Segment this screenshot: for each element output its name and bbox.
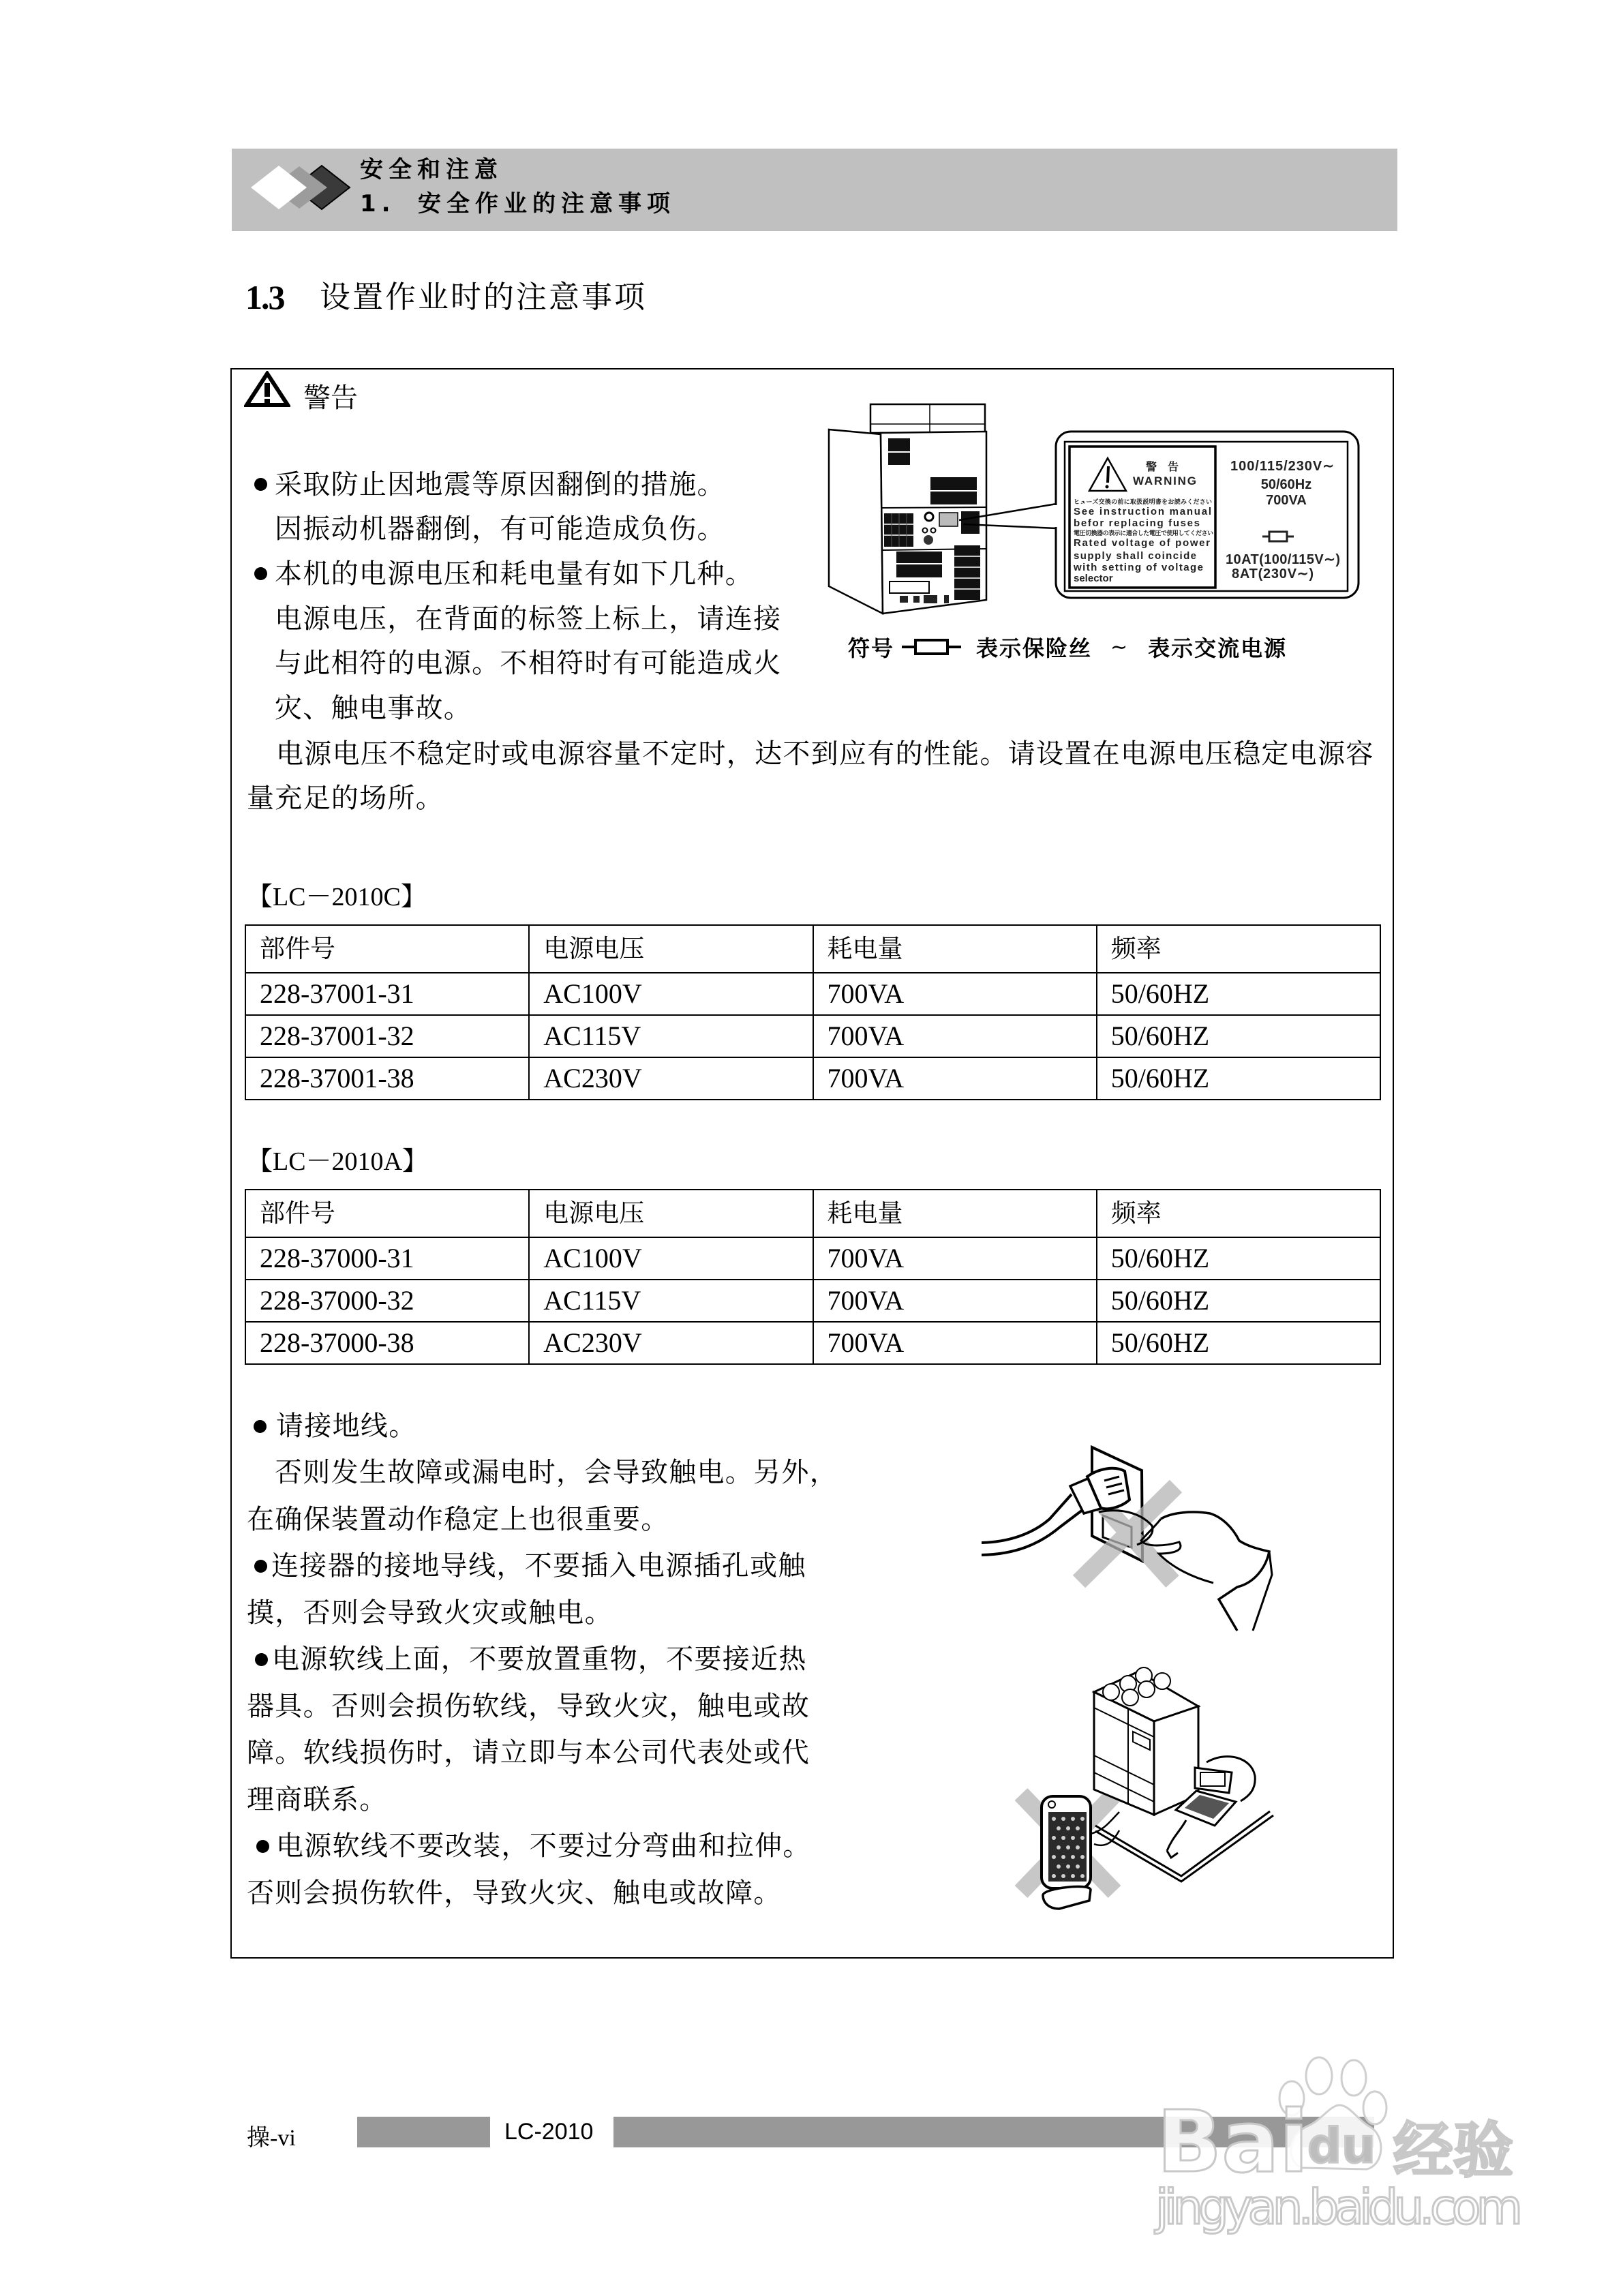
grounding-line: 否则发生故障或漏电时，会导致触电。另外， bbox=[275, 1457, 838, 1488]
cell-power: 700VA bbox=[813, 1237, 1097, 1280]
label-note: with setting of voltage bbox=[1074, 562, 1203, 573]
cell-voltage: AC230V bbox=[529, 1322, 813, 1364]
warning-line: 灾、触电事故。 bbox=[275, 693, 472, 724]
warning-label: 警告 bbox=[303, 382, 358, 414]
label-note: 電圧切換器の表示に適合した電圧で使用してください bbox=[1074, 530, 1213, 537]
watermark-url: jingyan.baidu.com bbox=[1155, 2179, 1523, 2235]
ac-symbol-icon: ∼ bbox=[1110, 635, 1128, 659]
cell-frequency: 50/60HZ bbox=[1097, 1280, 1380, 1322]
col-header-voltage: 电源电压 bbox=[529, 925, 813, 973]
bullet-icon bbox=[256, 1840, 269, 1853]
cell-power: 700VA bbox=[813, 1280, 1097, 1322]
grounding-line: 障。软线损伤时，请立即与本公司代表处或代 bbox=[247, 1737, 810, 1768]
grounding-line: 器具。否则会损伤软线，导致火灾，触电或故 bbox=[247, 1691, 810, 1722]
warning-line: 因振动机器翻倒，有可能造成负伤。 bbox=[275, 513, 725, 545]
cell-part-number: 228-37000-32 bbox=[245, 1280, 529, 1322]
col-header-part-number: 部件号 bbox=[245, 1190, 529, 1237]
col-header-power: 耗电量 bbox=[813, 1190, 1097, 1237]
plug-ground-wire-illustration bbox=[968, 1432, 1309, 1663]
warning-line: 量充足的场所。 bbox=[247, 783, 444, 814]
cell-voltage: AC230V bbox=[529, 1057, 813, 1100]
cell-voltage: AC100V bbox=[529, 1237, 813, 1280]
label-note: supply shall coincide bbox=[1074, 550, 1196, 562]
label-voltage-rating: 100/115/230V∼ bbox=[1230, 459, 1334, 474]
label-note: See instruction manual bbox=[1074, 506, 1211, 517]
cell-power: 700VA bbox=[813, 1322, 1097, 1364]
cell-frequency: 50/60HZ bbox=[1097, 1057, 1380, 1100]
subsection-number: 1.3 bbox=[245, 278, 284, 316]
grounding-line: 电源软线上面，不要放置重物，不要接近热 bbox=[272, 1644, 807, 1675]
table-row bbox=[245, 1280, 1380, 1322]
grounding-line: 在确保装置动作稳定上也很重要。 bbox=[247, 1504, 669, 1535]
section-title: 安全作业的注意事项 bbox=[418, 190, 676, 217]
grounding-line: 摸，否则会导致火灾或触电。 bbox=[247, 1597, 613, 1629]
cell-part-number: 228-37001-38 bbox=[245, 1057, 529, 1100]
bullet-icon bbox=[254, 1560, 267, 1573]
cell-power: 700VA bbox=[813, 1015, 1097, 1057]
bullet-icon bbox=[254, 478, 267, 491]
cell-part-number: 228-37000-38 bbox=[245, 1322, 529, 1364]
col-header-power: 耗电量 bbox=[813, 925, 1097, 973]
warning-line: 本机的电源电压和耗电量有如下几种。 bbox=[275, 558, 754, 590]
label-warning-en: WARNING bbox=[1133, 474, 1196, 487]
label-note: Rated voltage of power bbox=[1074, 537, 1210, 549]
label-note: ヒューズ交換の前に取扱説明書をお読みください bbox=[1074, 498, 1212, 505]
cell-power: 700VA bbox=[813, 1057, 1097, 1100]
hand-drawing bbox=[1161, 1512, 1269, 1631]
spec-table-lc2010c bbox=[245, 924, 1381, 1100]
rating-label bbox=[1054, 432, 1359, 598]
cell-part-number: 228-37001-32 bbox=[245, 1015, 529, 1057]
caption-ac-meaning: 表示交流电源 bbox=[1148, 635, 1288, 661]
bullet-icon bbox=[254, 567, 267, 580]
warning-line: 与此相符的电源。不相符时有可能造成火 bbox=[275, 648, 782, 679]
label-fuse-rating: 8AT(230V∼) bbox=[1232, 567, 1314, 581]
cell-frequency: 50/60HZ bbox=[1097, 973, 1380, 1015]
cell-voltage: AC115V bbox=[529, 1280, 813, 1322]
warning-line: 采取防止因地震等原因翻倒的措施。 bbox=[275, 469, 725, 500]
table-header-row bbox=[245, 1190, 1380, 1237]
cell-frequency: 50/60HZ bbox=[1097, 1322, 1380, 1364]
table-label-lc2010c: 【LC－2010C】 bbox=[247, 883, 427, 911]
col-header-part-number: 部件号 bbox=[245, 925, 529, 973]
table-row bbox=[245, 1237, 1380, 1280]
col-header-frequency: 频率 bbox=[1097, 1190, 1380, 1237]
label-note: befor replacing fuses bbox=[1074, 517, 1200, 529]
col-header-voltage: 电源电压 bbox=[529, 1190, 813, 1237]
table-row bbox=[245, 1322, 1380, 1364]
grounding-line: 请接地线。 bbox=[276, 1410, 417, 1442]
grounding-line: 连接器的接地导线，不要插入电源插孔或触 bbox=[271, 1550, 806, 1582]
watermark-product: 经验 bbox=[1393, 2115, 1514, 2186]
chevron-diamonds-icon bbox=[245, 162, 354, 213]
label-power-rating: 700VA bbox=[1266, 493, 1307, 508]
caption-prefix: 符号 bbox=[848, 635, 895, 661]
watermark-brand: Bai bbox=[1157, 2093, 1309, 2192]
footer-bar-left bbox=[357, 2117, 490, 2147]
table-row bbox=[245, 1057, 1380, 1100]
table-label-lc2010a: 【LC－2010A】 bbox=[247, 1147, 429, 1176]
col-header-frequency: 频率 bbox=[1097, 925, 1380, 973]
label-warning-jp: 警 告 bbox=[1145, 462, 1179, 473]
label-note: selector bbox=[1074, 573, 1113, 584]
cell-power: 700VA bbox=[813, 973, 1097, 1015]
grounding-line: 电源软线不要改装，不要过分弯曲和拉伸。 bbox=[276, 1830, 811, 1862]
label-frequency-rating: 50/60Hz bbox=[1260, 477, 1312, 492]
chapter-title: 安全和注意 bbox=[360, 156, 503, 183]
machine-rear-illustration bbox=[829, 404, 986, 614]
footer-model-name: LC-2010 bbox=[504, 2119, 594, 2145]
grounding-line: 否则会损伤软件，导致火灾、触电或故障。 bbox=[247, 1877, 782, 1909]
subsection-title: 设置作业时的注意事项 bbox=[320, 279, 648, 315]
cell-voltage: AC115V bbox=[529, 1015, 813, 1057]
page-number: 操-vi bbox=[247, 2126, 296, 2151]
grounding-line: 理商联系。 bbox=[247, 1784, 388, 1815]
table-row bbox=[245, 1015, 1380, 1057]
cell-frequency: 50/60HZ bbox=[1097, 1015, 1380, 1057]
spec-table-lc2010a bbox=[245, 1189, 1381, 1365]
cell-part-number: 228-37000-31 bbox=[245, 1237, 529, 1280]
figure-caption bbox=[848, 633, 1287, 661]
warning-line: 电源电压，在背面的标签上标上，请连接 bbox=[275, 603, 782, 635]
caption-fuse-meaning: 表示保险丝 bbox=[976, 635, 1093, 661]
bullet-icon bbox=[255, 1653, 268, 1666]
rating-label-figure bbox=[818, 395, 1377, 620]
table-row bbox=[245, 973, 1380, 1015]
section-number: 1. bbox=[360, 190, 396, 217]
cell-frequency: 50/60HZ bbox=[1097, 1237, 1380, 1280]
warning-triangle-icon bbox=[244, 371, 290, 408]
label-fuse-rating: 10AT(100/115V∼) bbox=[1226, 552, 1340, 567]
bullet-icon bbox=[254, 1420, 267, 1433]
heater-hazard-illustration bbox=[1002, 1657, 1302, 1943]
cell-voltage: AC100V bbox=[529, 973, 813, 1015]
table-header-row bbox=[245, 925, 1380, 973]
watermark-brand-du: du bbox=[1307, 2118, 1376, 2174]
analyzer-unit-drawing bbox=[1094, 1667, 1198, 1815]
warning-line: 电源电压不稳定时或电源容量不定时，达不到应有的性能。请设置在电源电压稳定电源容 bbox=[276, 738, 1374, 770]
baidu-watermark bbox=[1145, 2052, 1554, 2243]
fuse-symbol-icon bbox=[902, 638, 961, 656]
cell-part-number: 228-37001-31 bbox=[245, 973, 529, 1015]
